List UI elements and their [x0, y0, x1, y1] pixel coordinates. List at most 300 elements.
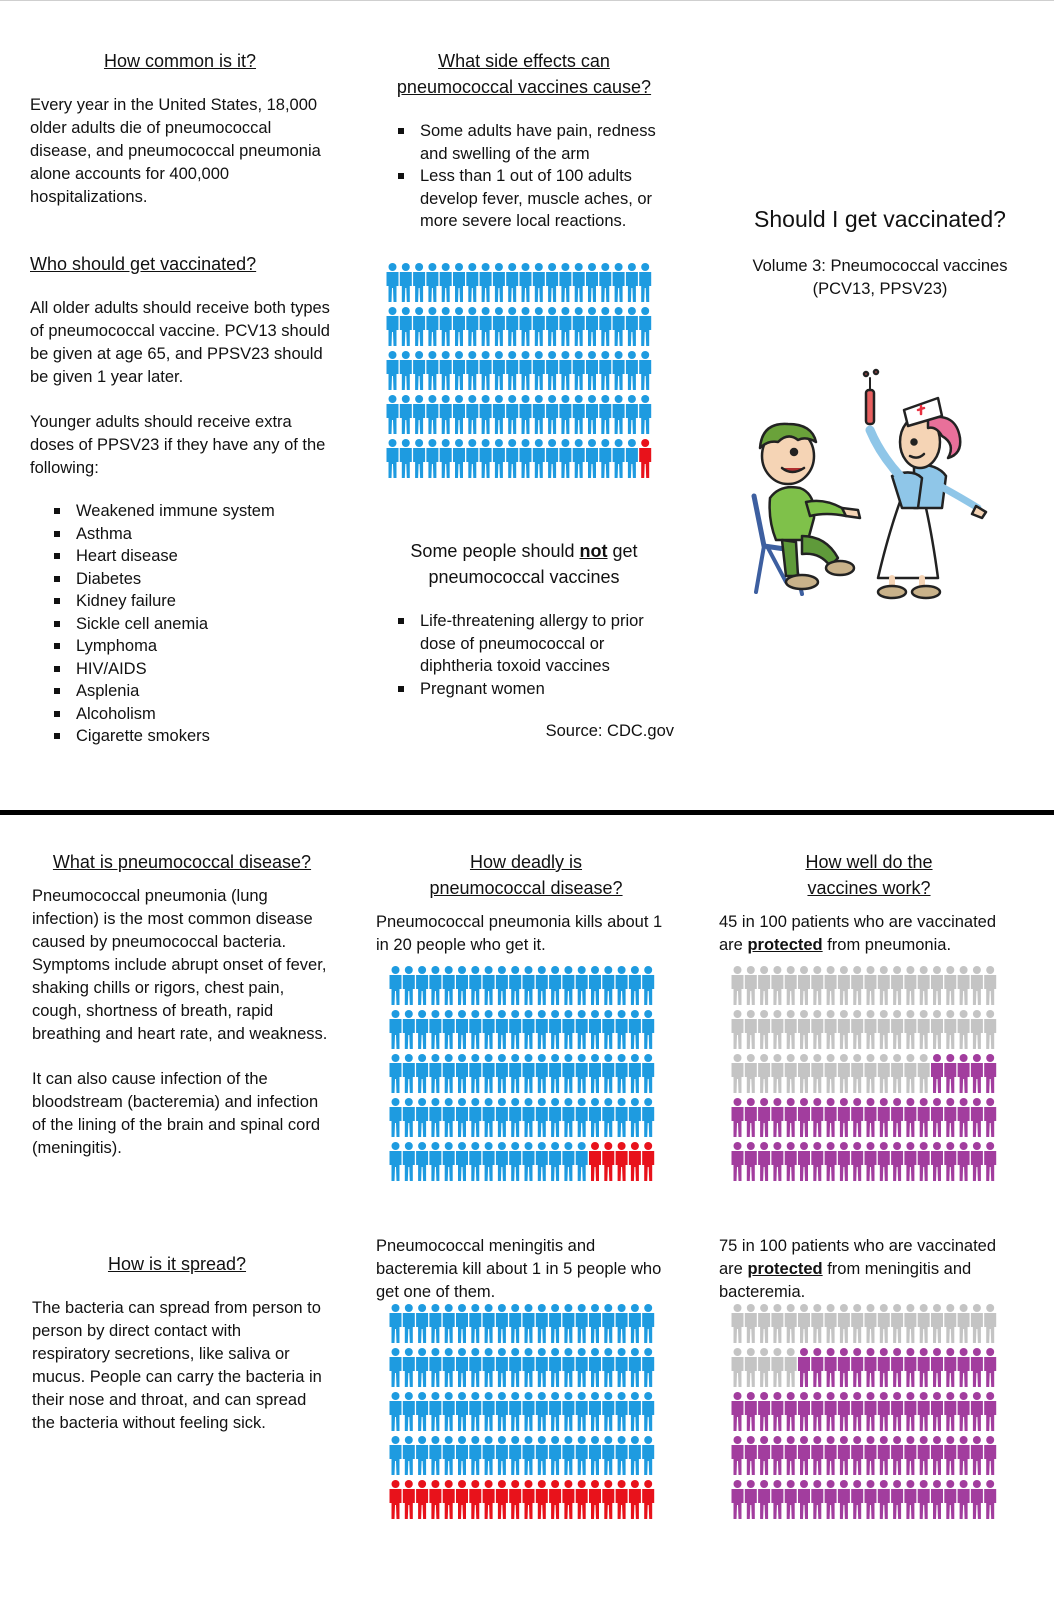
- person-icon-highlighted: [469, 1480, 481, 1519]
- person-icon-highlighted: [931, 1348, 943, 1387]
- person-icon: [918, 1010, 930, 1049]
- person-icon-highlighted: [811, 1436, 823, 1475]
- person-icon: [865, 1054, 877, 1093]
- person-icon: [523, 1142, 535, 1181]
- person-icon: [865, 1010, 877, 1049]
- person-icon: [443, 1392, 455, 1431]
- person-icon-highlighted: [931, 1480, 943, 1519]
- person-icon-highlighted: [984, 1392, 996, 1431]
- person-icon-highlighted: [589, 1142, 601, 1181]
- person-icon: [403, 966, 415, 1005]
- person-icon: [745, 1010, 757, 1049]
- person-icon-highlighted: [931, 1142, 943, 1181]
- person-icon: [931, 966, 943, 1005]
- person-icon: [602, 1436, 614, 1475]
- person-icon: [443, 1348, 455, 1387]
- person-icon: [509, 1010, 521, 1049]
- person-icon: [390, 966, 402, 1005]
- person-icon: [466, 395, 478, 434]
- person-icon: [944, 1304, 956, 1343]
- person-icon: [629, 1054, 641, 1093]
- person-icon: [456, 1010, 468, 1049]
- person-icon: [745, 1054, 757, 1093]
- person-icon: [616, 1436, 628, 1475]
- person-icon-highlighted: [390, 1480, 402, 1519]
- person-icon: [562, 1436, 574, 1475]
- person-icon: [456, 1392, 468, 1431]
- person-icon: [496, 1010, 508, 1049]
- person-icon: [506, 263, 518, 302]
- person-icon: [589, 1010, 601, 1049]
- person-icon: [589, 966, 601, 1005]
- person-icon: [878, 1304, 890, 1343]
- person-icon: [443, 1142, 455, 1181]
- person-icon: [469, 966, 481, 1005]
- person-icon: [453, 439, 465, 478]
- person-icon-highlighted: [416, 1480, 428, 1519]
- person-icon-highlighted: [971, 1098, 983, 1137]
- person-icon-highlighted: [825, 1098, 837, 1137]
- person-icon: [443, 1054, 455, 1093]
- person-icon: [387, 351, 399, 390]
- person-icon: [469, 1098, 481, 1137]
- person-icon: [732, 1348, 744, 1387]
- person-icon: [904, 1304, 916, 1343]
- not-get-list: [374, 610, 674, 700]
- person-icon: [745, 966, 757, 1005]
- person-icon-highlighted: [825, 1436, 837, 1475]
- person-icon: [642, 966, 654, 1005]
- person-icon: [533, 307, 545, 346]
- person-icon: [546, 263, 558, 302]
- person-icon: [536, 1010, 548, 1049]
- list-item: Asthma: [30, 523, 330, 546]
- person-icon: [416, 1010, 428, 1049]
- person-icon: [523, 1392, 535, 1431]
- panel-effectiveness: [719, 849, 1019, 957]
- list-item: Kidney failure: [30, 590, 330, 613]
- person-icon: [523, 1436, 535, 1475]
- person-icon: [616, 1392, 628, 1431]
- person-icon: [758, 1304, 770, 1343]
- person-icon-highlighted: [878, 1436, 890, 1475]
- person-icon-highlighted: [771, 1436, 783, 1475]
- person-icon: [413, 395, 425, 434]
- person-icon-highlighted: [403, 1480, 415, 1519]
- brochure-inside: [0, 815, 1054, 1608]
- person-icon: [416, 1392, 428, 1431]
- person-icon: [549, 1142, 561, 1181]
- panel-what-is: [32, 849, 332, 1160]
- person-icon: [536, 1348, 548, 1387]
- panel-meningitis-protection: [719, 1235, 1019, 1304]
- person-icon: [642, 1098, 654, 1137]
- person-icon: [642, 1348, 654, 1387]
- person-icon: [533, 439, 545, 478]
- person-icon: [629, 1348, 641, 1387]
- person-icon: [416, 1436, 428, 1475]
- person-icon: [453, 307, 465, 346]
- person-icon: [456, 1436, 468, 1475]
- person-icon: [469, 1142, 481, 1181]
- person-icon: [549, 1010, 561, 1049]
- person-icon: [496, 1142, 508, 1181]
- person-icon: [626, 263, 638, 302]
- person-icon: [480, 307, 492, 346]
- person-icon: [971, 1010, 983, 1049]
- person-icon-highlighted: [483, 1480, 495, 1519]
- person-icon-highlighted: [971, 1054, 983, 1093]
- person-icon-highlighted: [745, 1392, 757, 1431]
- list-item: HIV/AIDS: [30, 658, 330, 681]
- person-icon: [443, 1436, 455, 1475]
- person-icon: [891, 1010, 903, 1049]
- person-icon: [562, 1142, 574, 1181]
- person-icon-highlighted: [509, 1480, 521, 1519]
- person-icon: [838, 1304, 850, 1343]
- person-icon: [443, 1010, 455, 1049]
- person-icon-highlighted: [602, 1142, 614, 1181]
- person-icon: [613, 351, 625, 390]
- person-icon: [483, 1436, 495, 1475]
- person-icon-highlighted: [798, 1436, 810, 1475]
- person-icon: [798, 1304, 810, 1343]
- person-icon: [562, 1348, 574, 1387]
- person-icon: [602, 1010, 614, 1049]
- person-icon: [891, 966, 903, 1005]
- nurse-child-illustration: [742, 368, 1027, 600]
- person-icon-highlighted: [456, 1480, 468, 1519]
- person-icon: [639, 351, 651, 390]
- person-icon: [469, 1010, 481, 1049]
- person-icon: [559, 307, 571, 346]
- person-icon-highlighted: [838, 1480, 850, 1519]
- person-icon: [616, 966, 628, 1005]
- text-spread: The bacteria can spread from person to person by direct contact with respiratory secretions, like saliva or mucus. People can carry the bacteria in their nose and throat, and can spread the bacteria without feeling sick.: [32, 1299, 322, 1432]
- person-icon: [429, 1142, 441, 1181]
- pictogram-side-effects: [386, 262, 652, 482]
- person-icon-highlighted: [904, 1142, 916, 1181]
- person-icon: [483, 1098, 495, 1137]
- person-icon: [426, 263, 438, 302]
- person-icon: [469, 1392, 481, 1431]
- person-icon-highlighted: [984, 1436, 996, 1475]
- person-icon: [825, 966, 837, 1005]
- heading-how-common: How common is it?: [103, 51, 257, 71]
- person-icon-highlighted: [958, 1054, 970, 1093]
- person-icon-highlighted: [878, 1348, 890, 1387]
- person-icon: [549, 966, 561, 1005]
- person-icon: [533, 395, 545, 434]
- person-icon: [546, 307, 558, 346]
- person-icon-highlighted: [851, 1392, 863, 1431]
- person-icon-highlighted: [785, 1142, 797, 1181]
- heading-what-is: What is pneumococcal disease?: [52, 852, 312, 872]
- person-icon: [576, 1436, 588, 1475]
- list-item: Weakened immune system: [30, 500, 330, 523]
- person-icon: [469, 1348, 481, 1387]
- person-icon: [469, 1054, 481, 1093]
- cover-title: Should I get vaccinated?: [754, 206, 1006, 232]
- list-item: Asplenia: [30, 680, 330, 703]
- person-icon: [390, 1348, 402, 1387]
- person-icon: [984, 966, 996, 1005]
- person-icon-highlighted: [745, 1480, 757, 1519]
- person-icon: [390, 1142, 402, 1181]
- person-icon: [576, 1054, 588, 1093]
- person-icon: [493, 351, 505, 390]
- person-icon: [480, 439, 492, 478]
- person-icon-highlighted: [798, 1142, 810, 1181]
- person-icon-highlighted: [891, 1436, 903, 1475]
- person-icon: [602, 966, 614, 1005]
- person-icon: [865, 966, 877, 1005]
- cover-subtitle-2: (PCV13, PPSV23): [812, 280, 948, 298]
- person-icon: [785, 1304, 797, 1343]
- person-icon: [416, 1304, 428, 1343]
- person-icon: [416, 1098, 428, 1137]
- person-icon: [878, 966, 890, 1005]
- person-icon-highlighted: [549, 1480, 561, 1519]
- person-icon: [944, 1010, 956, 1049]
- person-icon-highlighted: [825, 1348, 837, 1387]
- person-icon-highlighted: [944, 1054, 956, 1093]
- person-icon-highlighted: [971, 1392, 983, 1431]
- person-icon-highlighted: [825, 1392, 837, 1431]
- person-icon-highlighted: [496, 1480, 508, 1519]
- person-icon: [403, 1010, 415, 1049]
- pictogram-meningitis-deaths: [389, 1303, 655, 1523]
- person-icon: [536, 1098, 548, 1137]
- person-icon: [758, 1010, 770, 1049]
- list-item: Diabetes: [30, 568, 330, 591]
- person-icon: [469, 1304, 481, 1343]
- person-icon: [509, 966, 521, 1005]
- person-icon: [426, 439, 438, 478]
- person-icon: [520, 351, 532, 390]
- person-icon-highlighted: [878, 1098, 890, 1137]
- person-icon-highlighted: [958, 1392, 970, 1431]
- person-icon: [639, 263, 651, 302]
- person-icon: [496, 1054, 508, 1093]
- person-icon: [629, 966, 641, 1005]
- person-icon: [440, 307, 452, 346]
- person-icon-highlighted: [732, 1436, 744, 1475]
- person-icon: [971, 966, 983, 1005]
- person-icon-highlighted: [838, 1348, 850, 1387]
- person-icon: [387, 395, 399, 434]
- person-icon: [586, 307, 598, 346]
- person-icon: [838, 1054, 850, 1093]
- person-icon-highlighted: [616, 1480, 628, 1519]
- person-icon: [851, 1010, 863, 1049]
- person-icon: [629, 1098, 641, 1137]
- person-icon: [732, 1304, 744, 1343]
- pictogram-svg: [389, 1303, 655, 1523]
- person-icon: [629, 1304, 641, 1343]
- person-icon-highlighted: [443, 1480, 455, 1519]
- person-icon: [984, 1304, 996, 1343]
- person-icon: [576, 966, 588, 1005]
- list-item: Some adults have pain, redness and swelling of the arm: [374, 120, 674, 165]
- person-icon: [466, 307, 478, 346]
- person-icon: [390, 1436, 402, 1475]
- person-icon-highlighted: [891, 1348, 903, 1387]
- person-icon: [416, 966, 428, 1005]
- person-icon-highlighted: [891, 1392, 903, 1431]
- person-icon-highlighted: [732, 1098, 744, 1137]
- person-icon-highlighted: [984, 1054, 996, 1093]
- person-icon-highlighted: [785, 1098, 797, 1137]
- person-icon-highlighted: [745, 1142, 757, 1181]
- person-icon-highlighted: [771, 1480, 783, 1519]
- person-icon: [576, 1098, 588, 1137]
- person-icon: [838, 1010, 850, 1049]
- person-icon: [573, 439, 585, 478]
- person-icon: [576, 1392, 588, 1431]
- person-icon-highlighted: [429, 1480, 441, 1519]
- person-icon: [429, 1348, 441, 1387]
- person-icon: [429, 1304, 441, 1343]
- person-icon-highlighted: [798, 1480, 810, 1519]
- person-icon-highlighted: [639, 439, 651, 478]
- person-icon-highlighted: [732, 1142, 744, 1181]
- person-icon-highlighted: [944, 1348, 956, 1387]
- person-icon: [403, 1142, 415, 1181]
- person-icon-highlighted: [811, 1392, 823, 1431]
- heading-spread: How is it spread?: [107, 1254, 247, 1274]
- person-icon: [509, 1142, 521, 1181]
- person-icon: [944, 966, 956, 1005]
- person-icon: [865, 1304, 877, 1343]
- person-icon: [506, 395, 518, 434]
- person-icon: [483, 1392, 495, 1431]
- person-icon-highlighted: [878, 1480, 890, 1519]
- person-icon-highlighted: [798, 1098, 810, 1137]
- person-icon-highlighted: [732, 1392, 744, 1431]
- person-icon: [642, 1054, 654, 1093]
- text-pneumonia-protected: 45 in 100 patients who are vaccinated are protected from pneumonia.: [719, 913, 997, 954]
- text-meningitis-protected: 75 in 100 patients who are vaccinated are protected from meningitis and bacteremia.: [719, 1237, 997, 1301]
- person-icon: [642, 1392, 654, 1431]
- person-icon: [639, 395, 651, 434]
- person-icon: [613, 307, 625, 346]
- person-icon: [443, 966, 455, 1005]
- person-icon: [466, 263, 478, 302]
- person-icon-highlighted: [865, 1436, 877, 1475]
- person-icon-highlighted: [798, 1348, 810, 1387]
- person-icon: [496, 1304, 508, 1343]
- person-icon-highlighted: [904, 1436, 916, 1475]
- person-icon: [602, 1392, 614, 1431]
- person-icon-highlighted: [904, 1480, 916, 1519]
- person-icon: [400, 307, 412, 346]
- person-icon: [825, 1054, 837, 1093]
- person-icon: [602, 1304, 614, 1343]
- person-icon-highlighted: [576, 1480, 588, 1519]
- person-icon-highlighted: [732, 1480, 744, 1519]
- person-icon: [586, 263, 598, 302]
- person-icon-highlighted: [865, 1392, 877, 1431]
- person-icon: [456, 1304, 468, 1343]
- person-icon-highlighted: [523, 1480, 535, 1519]
- person-icon: [549, 1054, 561, 1093]
- person-icon-highlighted: [971, 1436, 983, 1475]
- person-icon-highlighted: [851, 1480, 863, 1519]
- person-icon: [589, 1348, 601, 1387]
- person-icon: [562, 966, 574, 1005]
- person-icon: [403, 1436, 415, 1475]
- person-icon: [456, 966, 468, 1005]
- person-icon: [536, 1142, 548, 1181]
- heading-side-effects: What side effects can pneumococcal vaccines cause?: [396, 51, 652, 97]
- person-icon: [599, 395, 611, 434]
- list-item: Less than 1 out of 100 adults develop fever, muscle aches, or more severe local reactions.: [374, 165, 674, 233]
- person-icon: [429, 1054, 441, 1093]
- person-icon: [429, 1392, 441, 1431]
- person-icon: [523, 1348, 535, 1387]
- person-icon: [838, 966, 850, 1005]
- person-icon-highlighted: [785, 1392, 797, 1431]
- person-icon: [559, 439, 571, 478]
- person-icon: [758, 1348, 770, 1387]
- panel-common-who: [30, 48, 330, 748]
- person-icon: [811, 1054, 823, 1093]
- panel-not-get: [374, 538, 674, 741]
- person-icon: [523, 966, 535, 1005]
- person-icon: [546, 351, 558, 390]
- person-icon-highlighted: [878, 1142, 890, 1181]
- person-icon-highlighted: [838, 1392, 850, 1431]
- person-icon-highlighted: [931, 1054, 943, 1093]
- person-icon-highlighted: [958, 1142, 970, 1181]
- person-icon: [403, 1054, 415, 1093]
- person-icon-highlighted: [904, 1392, 916, 1431]
- person-icon-highlighted: [971, 1142, 983, 1181]
- person-icon: [589, 1436, 601, 1475]
- person-icon-highlighted: [984, 1142, 996, 1181]
- person-icon-highlighted: [758, 1392, 770, 1431]
- list-item: Lymphoma: [30, 635, 330, 658]
- source-text: Source: CDC.gov: [545, 722, 674, 740]
- person-icon: [429, 966, 441, 1005]
- person-icon-highlighted: [642, 1480, 654, 1519]
- person-icon: [758, 1054, 770, 1093]
- list-item: Life-threatening allergy to prior dose of pneumococcal or diphtheria toxoid vaccines: [374, 610, 674, 678]
- person-icon-highlighted: [904, 1098, 916, 1137]
- person-icon: [390, 1304, 402, 1343]
- person-icon: [549, 1392, 561, 1431]
- person-icon: [599, 307, 611, 346]
- person-icon: [626, 395, 638, 434]
- person-icon: [493, 263, 505, 302]
- person-icon: [426, 307, 438, 346]
- person-icon-highlighted: [918, 1098, 930, 1137]
- person-icon: [616, 1054, 628, 1093]
- panel-spread: [32, 1251, 322, 1435]
- person-icon: [629, 1436, 641, 1475]
- person-icon-highlighted: [771, 1142, 783, 1181]
- person-icon: [771, 1348, 783, 1387]
- person-icon: [403, 1392, 415, 1431]
- person-icon: [496, 1348, 508, 1387]
- person-icon: [931, 1010, 943, 1049]
- person-icon-highlighted: [785, 1436, 797, 1475]
- person-icon: [390, 1098, 402, 1137]
- person-icon-highlighted: [944, 1098, 956, 1137]
- person-icon: [958, 1304, 970, 1343]
- person-icon: [549, 1436, 561, 1475]
